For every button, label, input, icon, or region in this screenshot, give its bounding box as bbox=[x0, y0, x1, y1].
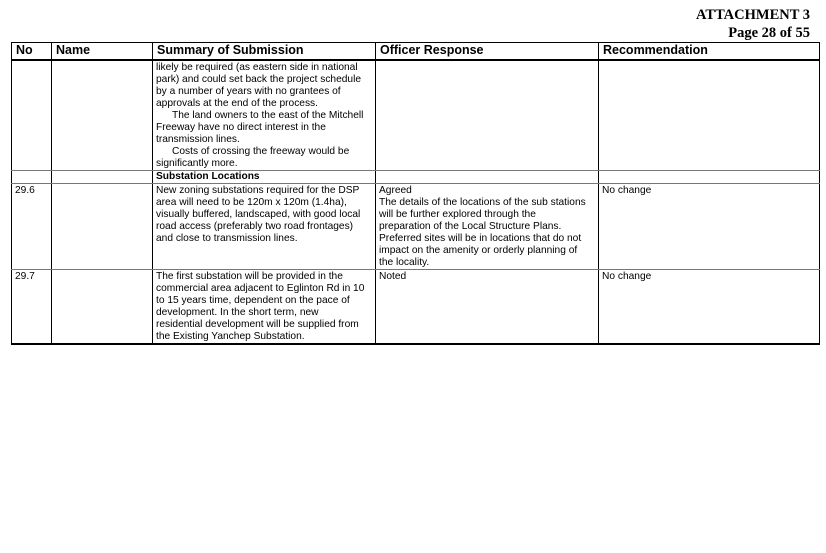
summary-line: residential development will be supplied from bbox=[156, 319, 359, 330]
recommendation-cell: No change bbox=[599, 270, 820, 345]
summary-line: transmission lines. bbox=[156, 134, 240, 145]
response-line: preparation of the Local Structure Plans. bbox=[379, 221, 562, 232]
name-cell bbox=[52, 184, 153, 270]
response-line: Noted bbox=[379, 271, 407, 282]
summary-line: park) and could set back the project schedule bbox=[156, 74, 362, 85]
column-header-recommendation: Recommendation bbox=[599, 43, 820, 61]
page-number: Page 28 of 55 bbox=[696, 24, 810, 43]
recommendation-cell bbox=[599, 60, 820, 171]
summary-line: New zoning substations required for the DSP bbox=[156, 185, 360, 196]
submissions-table bbox=[11, 42, 820, 345]
row-number: 29.6 bbox=[12, 184, 52, 270]
officer-response-cell bbox=[376, 60, 599, 171]
recommendation-cell: No change bbox=[599, 184, 820, 270]
no-cell bbox=[12, 171, 52, 184]
summary-line: visually buffered, landscaped, with good local bbox=[156, 209, 361, 220]
summary-line: significantly more. bbox=[156, 158, 238, 169]
no-cell bbox=[12, 60, 52, 171]
column-header-summary: Summary of Submission bbox=[153, 43, 376, 61]
officer-response-cell bbox=[376, 171, 599, 184]
officer-response-cell bbox=[376, 184, 599, 270]
attachment-header bbox=[696, 6, 810, 43]
response-line: Agreed bbox=[379, 185, 412, 196]
summary-cell bbox=[153, 184, 376, 270]
summary-line: road access (preferably two road frontages) bbox=[156, 221, 354, 232]
recommendation-cell bbox=[599, 171, 820, 184]
summary-line: the Existing Yanchep Substation. bbox=[156, 331, 305, 342]
summary-line: development. In the short term, new bbox=[156, 307, 319, 318]
summary-line: commercial area adjacent to Eglinton Rd in 10 bbox=[156, 283, 365, 294]
summary-line: Freeway have no direct interest in the bbox=[156, 122, 326, 133]
officer-response-cell bbox=[376, 270, 599, 345]
summary-line: Costs of crossing the freeway would be bbox=[172, 146, 350, 157]
summary-line: by a number of years with no grantees of bbox=[156, 86, 341, 97]
column-header-name: Name bbox=[52, 43, 153, 61]
summary-line: The first substation will be provided in the bbox=[156, 271, 343, 282]
table-row-continuation bbox=[12, 60, 820, 171]
summary-line: and close to transmission lines. bbox=[156, 233, 298, 244]
attachment-label: ATTACHMENT 3 bbox=[696, 7, 810, 23]
summary-line: approvals at the end of the process. bbox=[156, 98, 318, 109]
response-line: The details of the locations of the sub stations bbox=[379, 197, 586, 208]
response-line: impact on the amenity or orderly planning of bbox=[379, 245, 578, 256]
summary-line: area will need to be 120m x 120m (1.4ha), bbox=[156, 197, 347, 208]
summary-cell bbox=[153, 60, 376, 171]
column-header-no: No bbox=[12, 43, 52, 61]
summary-line: The land owners to the east of the Mitchell bbox=[172, 110, 364, 121]
name-cell bbox=[52, 60, 153, 171]
table-row-section-heading bbox=[12, 171, 820, 184]
table-row bbox=[12, 270, 820, 345]
summary-cell bbox=[153, 270, 376, 345]
response-line: Preferred sites will be in locations that do not bbox=[379, 233, 582, 244]
column-header-officer-response: Officer Response bbox=[376, 43, 599, 61]
response-line: will be further explored through the bbox=[379, 209, 536, 220]
table-header-row bbox=[12, 43, 820, 61]
summary-line: likely be required (as eastern side in national bbox=[156, 62, 358, 73]
name-cell bbox=[52, 270, 153, 345]
response-line: the locality. bbox=[379, 257, 430, 268]
section-heading: Substation Locations bbox=[153, 171, 376, 184]
name-cell bbox=[52, 171, 153, 184]
summary-line: to 15 years time, dependent on the pace of bbox=[156, 295, 350, 306]
row-number: 29.7 bbox=[12, 270, 52, 345]
table-row bbox=[12, 184, 820, 270]
